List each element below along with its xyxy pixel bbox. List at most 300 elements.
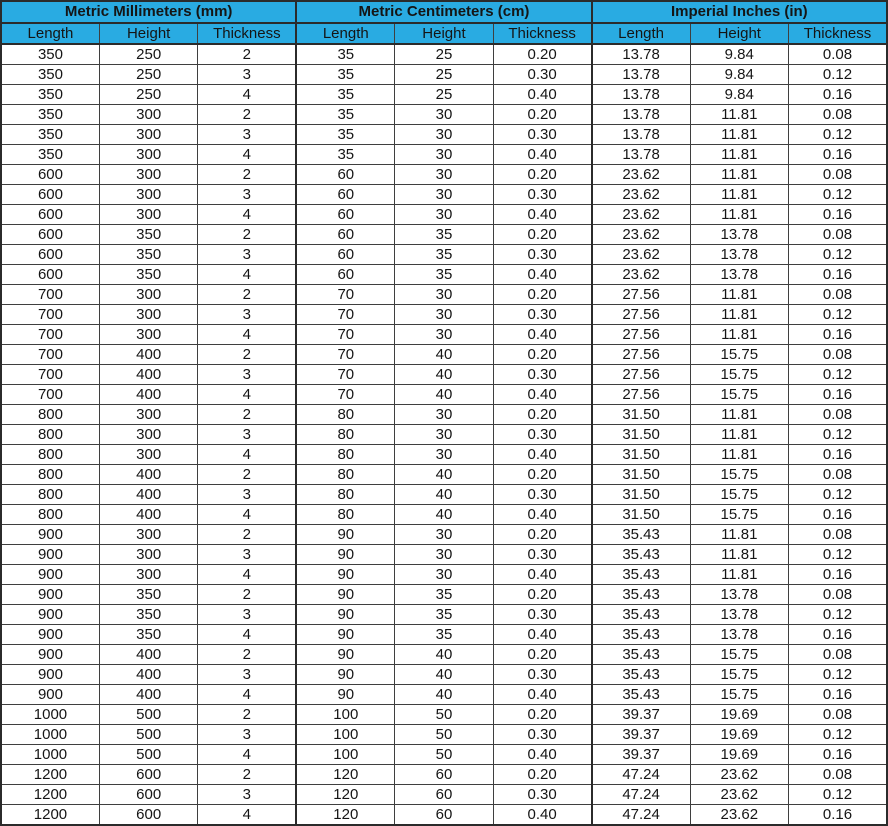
table-cell: 30 <box>395 205 493 225</box>
table-cell: 120 <box>296 765 394 785</box>
table-cell: 40 <box>395 485 493 505</box>
table-cell: 50 <box>395 725 493 745</box>
table-cell: 400 <box>99 685 197 705</box>
table-row <box>1 465 887 485</box>
table-cell: 4 <box>198 265 296 285</box>
table-cell: 11.81 <box>690 405 788 425</box>
table-cell: 13.78 <box>592 44 690 65</box>
table-cell: 35 <box>395 605 493 625</box>
table-cell: 0.40 <box>493 625 591 645</box>
table-row <box>1 425 887 445</box>
table-cell: 9.84 <box>690 65 788 85</box>
table-cell: 15.75 <box>690 665 788 685</box>
table-cell: 13.78 <box>690 585 788 605</box>
table-row <box>1 665 887 685</box>
table-cell: 30 <box>395 165 493 185</box>
table-cell: 900 <box>1 545 99 565</box>
table-cell: 11.81 <box>690 205 788 225</box>
table-cell: 0.30 <box>493 365 591 385</box>
table-row <box>1 385 887 405</box>
table-cell: 4 <box>198 145 296 165</box>
table-cell: 60 <box>296 165 394 185</box>
table-cell: 90 <box>296 525 394 545</box>
table-cell: 900 <box>1 625 99 645</box>
table-cell: 1000 <box>1 705 99 725</box>
table-cell: 31.50 <box>592 505 690 525</box>
table-row <box>1 65 887 85</box>
table-cell: 350 <box>99 265 197 285</box>
table-cell: 60 <box>296 265 394 285</box>
table-cell: 35.43 <box>592 565 690 585</box>
column-header-mm-thickness: Thickness <box>198 23 296 44</box>
table-cell: 40 <box>395 465 493 485</box>
table-cell: 0.30 <box>493 605 591 625</box>
table-cell: 60 <box>296 225 394 245</box>
table-cell: 47.24 <box>592 765 690 785</box>
table-row <box>1 445 887 465</box>
table-row <box>1 805 887 826</box>
table-cell: 70 <box>296 305 394 325</box>
table-cell: 0.30 <box>493 185 591 205</box>
table-cell: 35.43 <box>592 605 690 625</box>
table-cell: 3 <box>198 305 296 325</box>
table-cell: 3 <box>198 785 296 805</box>
table-cell: 0.20 <box>493 105 591 125</box>
table-cell: 0.30 <box>493 725 591 745</box>
table-cell: 1200 <box>1 765 99 785</box>
table-cell: 0.12 <box>789 125 888 145</box>
table-cell: 80 <box>296 405 394 425</box>
table-cell: 13.78 <box>592 65 690 85</box>
table-row <box>1 165 887 185</box>
table-cell: 30 <box>395 125 493 145</box>
table-cell: 700 <box>1 285 99 305</box>
table-cell: 0.30 <box>493 785 591 805</box>
table-cell: 800 <box>1 405 99 425</box>
table-cell: 900 <box>1 585 99 605</box>
table-cell: 11.81 <box>690 185 788 205</box>
table-cell: 0.40 <box>493 505 591 525</box>
table-cell: 4 <box>198 805 296 826</box>
table-row <box>1 225 887 245</box>
table-cell: 2 <box>198 465 296 485</box>
table-cell: 11.81 <box>690 565 788 585</box>
table-cell: 350 <box>1 125 99 145</box>
table-row <box>1 785 887 805</box>
table-cell: 0.16 <box>789 505 888 525</box>
table-cell: 30 <box>395 445 493 465</box>
table-cell: 0.40 <box>493 805 591 826</box>
group-title-row <box>1 1 887 23</box>
table-cell: 0.40 <box>493 145 591 165</box>
table-cell: 3 <box>198 485 296 505</box>
table-cell: 350 <box>99 605 197 625</box>
table-cell: 13.78 <box>690 225 788 245</box>
table-cell: 31.50 <box>592 465 690 485</box>
table-cell: 0.30 <box>493 545 591 565</box>
table-row <box>1 405 887 425</box>
group-title-metric-cm: Metric Centimeters (cm) <box>296 1 591 23</box>
table-cell: 11.81 <box>690 525 788 545</box>
table-cell: 2 <box>198 645 296 665</box>
table-cell: 500 <box>99 745 197 765</box>
table-row <box>1 485 887 505</box>
table-row <box>1 605 887 625</box>
table-cell: 300 <box>99 125 197 145</box>
table-cell: 2 <box>198 105 296 125</box>
table-cell: 900 <box>1 685 99 705</box>
table-row <box>1 625 887 645</box>
table-cell: 11.81 <box>690 305 788 325</box>
table-cell: 600 <box>1 185 99 205</box>
table-cell: 400 <box>99 485 197 505</box>
table-cell: 2 <box>198 44 296 65</box>
table-cell: 2 <box>198 225 296 245</box>
table-cell: 11.81 <box>690 445 788 465</box>
table-cell: 400 <box>99 385 197 405</box>
table-cell: 30 <box>395 105 493 125</box>
table-cell: 35 <box>395 245 493 265</box>
table-cell: 50 <box>395 705 493 725</box>
table-cell: 350 <box>1 44 99 65</box>
table-cell: 0.16 <box>789 325 888 345</box>
column-header-mm-height: Height <box>99 23 197 44</box>
table-row <box>1 565 887 585</box>
table-cell: 350 <box>1 145 99 165</box>
table-cell: 3 <box>198 605 296 625</box>
table-cell: 4 <box>198 385 296 405</box>
table-cell: 300 <box>99 145 197 165</box>
table-cell: 250 <box>99 44 197 65</box>
table-cell: 11.81 <box>690 125 788 145</box>
table-cell: 35.43 <box>592 525 690 545</box>
table-cell: 80 <box>296 425 394 445</box>
table-cell: 9.84 <box>690 44 788 65</box>
table-cell: 800 <box>1 505 99 525</box>
table-cell: 30 <box>395 565 493 585</box>
table-row <box>1 105 887 125</box>
table-row <box>1 44 887 65</box>
table-cell: 60 <box>395 785 493 805</box>
table-cell: 300 <box>99 525 197 545</box>
table-cell: 25 <box>395 65 493 85</box>
table-cell: 90 <box>296 685 394 705</box>
table-row <box>1 525 887 545</box>
table-cell: 3 <box>198 725 296 745</box>
column-header-cm-height: Height <box>395 23 493 44</box>
table-cell: 0.08 <box>789 585 888 605</box>
table-row <box>1 185 887 205</box>
table-cell: 0.20 <box>493 705 591 725</box>
table-cell: 0.08 <box>789 44 888 65</box>
table-cell: 700 <box>1 305 99 325</box>
column-header-mm-length: Length <box>1 23 99 44</box>
table-cell: 15.75 <box>690 645 788 665</box>
table-cell: 2 <box>198 345 296 365</box>
table-cell: 0.20 <box>493 225 591 245</box>
table-cell: 70 <box>296 385 394 405</box>
table-cell: 350 <box>1 105 99 125</box>
table-cell: 300 <box>99 185 197 205</box>
table-cell: 0.30 <box>493 485 591 505</box>
table-cell: 30 <box>395 405 493 425</box>
table-cell: 600 <box>1 265 99 285</box>
table-cell: 4 <box>198 325 296 345</box>
table-cell: 900 <box>1 565 99 585</box>
table-cell: 3 <box>198 245 296 265</box>
table-cell: 2 <box>198 285 296 305</box>
table-body <box>1 44 887 825</box>
table-cell: 0.12 <box>789 665 888 685</box>
table-cell: 39.37 <box>592 745 690 765</box>
table-cell: 0.30 <box>493 425 591 445</box>
column-header-cm-length: Length <box>296 23 394 44</box>
table-cell: 2 <box>198 165 296 185</box>
table-cell: 0.16 <box>789 265 888 285</box>
table-cell: 31.50 <box>592 405 690 425</box>
table-cell: 31.50 <box>592 425 690 445</box>
table-cell: 0.30 <box>493 125 591 145</box>
table-cell: 0.16 <box>789 625 888 645</box>
table-cell: 60 <box>296 245 394 265</box>
table-cell: 35.43 <box>592 685 690 705</box>
table-cell: 300 <box>99 425 197 445</box>
table-cell: 3 <box>198 665 296 685</box>
table-cell: 0.12 <box>789 65 888 85</box>
table-cell: 11.81 <box>690 105 788 125</box>
table-cell: 40 <box>395 345 493 365</box>
table-cell: 100 <box>296 725 394 745</box>
table-row <box>1 685 887 705</box>
table-cell: 11.81 <box>690 165 788 185</box>
table-cell: 600 <box>99 805 197 826</box>
table-cell: 4 <box>198 565 296 585</box>
table-cell: 0.40 <box>493 265 591 285</box>
table-cell: 400 <box>99 505 197 525</box>
table-cell: 80 <box>296 465 394 485</box>
table-cell: 0.30 <box>493 65 591 85</box>
table-cell: 0.20 <box>493 285 591 305</box>
table-cell: 13.78 <box>690 245 788 265</box>
table-row <box>1 365 887 385</box>
table-cell: 35 <box>296 105 394 125</box>
table-cell: 0.08 <box>789 465 888 485</box>
table-cell: 350 <box>99 625 197 645</box>
table-cell: 35.43 <box>592 625 690 645</box>
table-cell: 39.37 <box>592 705 690 725</box>
table-cell: 4 <box>198 205 296 225</box>
table-cell: 400 <box>99 365 197 385</box>
table-row <box>1 545 887 565</box>
table-cell: 0.08 <box>789 165 888 185</box>
table-cell: 30 <box>395 525 493 545</box>
table-cell: 800 <box>1 425 99 445</box>
table-cell: 350 <box>1 65 99 85</box>
table-cell: 25 <box>395 44 493 65</box>
table-cell: 35.43 <box>592 545 690 565</box>
table-cell: 60 <box>395 805 493 826</box>
table-cell: 700 <box>1 345 99 365</box>
table-cell: 300 <box>99 405 197 425</box>
table-cell: 250 <box>99 85 197 105</box>
table-cell: 0.12 <box>789 305 888 325</box>
table-cell: 60 <box>395 765 493 785</box>
table-cell: 40 <box>395 645 493 665</box>
table-cell: 0.20 <box>493 345 591 365</box>
table-cell: 11.81 <box>690 285 788 305</box>
table-cell: 300 <box>99 565 197 585</box>
table-cell: 9.84 <box>690 85 788 105</box>
table-cell: 0.20 <box>493 165 591 185</box>
table-row <box>1 345 887 365</box>
table-cell: 3 <box>198 65 296 85</box>
table-cell: 47.24 <box>592 805 690 826</box>
table-cell: 15.75 <box>690 485 788 505</box>
table-cell: 0.12 <box>789 485 888 505</box>
table-cell: 0.40 <box>493 445 591 465</box>
column-header-cm-thickness: Thickness <box>493 23 591 44</box>
table-cell: 250 <box>99 65 197 85</box>
table-cell: 300 <box>99 305 197 325</box>
table-cell: 15.75 <box>690 465 788 485</box>
group-title-imperial-in: Imperial Inches (in) <box>592 1 887 23</box>
table-cell: 900 <box>1 605 99 625</box>
table-cell: 30 <box>395 145 493 165</box>
table-cell: 35 <box>296 145 394 165</box>
table-cell: 80 <box>296 445 394 465</box>
table-cell: 3 <box>198 125 296 145</box>
table-cell: 39.37 <box>592 725 690 745</box>
table-cell: 400 <box>99 665 197 685</box>
table-cell: 15.75 <box>690 505 788 525</box>
table-cell: 35 <box>395 625 493 645</box>
table-cell: 11.81 <box>690 545 788 565</box>
table-cell: 0.12 <box>789 245 888 265</box>
table-cell: 30 <box>395 325 493 345</box>
table-cell: 0.40 <box>493 85 591 105</box>
table-cell: 300 <box>99 445 197 465</box>
column-header-row <box>1 23 887 44</box>
table-cell: 900 <box>1 665 99 685</box>
table-cell: 1200 <box>1 805 99 826</box>
table-row <box>1 145 887 165</box>
table-cell: 350 <box>99 585 197 605</box>
table-cell: 0.12 <box>789 785 888 805</box>
table-cell: 0.16 <box>789 745 888 765</box>
table-cell: 600 <box>1 225 99 245</box>
table-cell: 27.56 <box>592 385 690 405</box>
table-cell: 30 <box>395 545 493 565</box>
table-cell: 15.75 <box>690 365 788 385</box>
table-cell: 27.56 <box>592 325 690 345</box>
table-cell: 4 <box>198 745 296 765</box>
table-cell: 0.40 <box>493 685 591 705</box>
table-cell: 3 <box>198 425 296 445</box>
table-cell: 70 <box>296 325 394 345</box>
table-cell: 4 <box>198 685 296 705</box>
table-cell: 13.78 <box>592 125 690 145</box>
table-cell: 600 <box>1 205 99 225</box>
table-cell: 0.16 <box>789 145 888 165</box>
table-cell: 0.40 <box>493 205 591 225</box>
table-cell: 0.16 <box>789 205 888 225</box>
table-cell: 30 <box>395 305 493 325</box>
table-cell: 15.75 <box>690 685 788 705</box>
table-cell: 13.78 <box>690 265 788 285</box>
table-cell: 300 <box>99 285 197 305</box>
table-cell: 40 <box>395 665 493 685</box>
table-cell: 700 <box>1 385 99 405</box>
table-cell: 27.56 <box>592 285 690 305</box>
table-cell: 0.40 <box>493 745 591 765</box>
table-cell: 23.62 <box>592 165 690 185</box>
table-cell: 0.08 <box>789 105 888 125</box>
table-cell: 27.56 <box>592 345 690 365</box>
table-cell: 0.20 <box>493 44 591 65</box>
table-cell: 35 <box>395 585 493 605</box>
table-cell: 0.16 <box>789 445 888 465</box>
table-row <box>1 85 887 105</box>
table-cell: 27.56 <box>592 305 690 325</box>
table-row <box>1 265 887 285</box>
table-row <box>1 745 887 765</box>
table-cell: 80 <box>296 485 394 505</box>
table-cell: 500 <box>99 705 197 725</box>
table-row <box>1 725 887 745</box>
table-cell: 35.43 <box>592 645 690 665</box>
table-cell: 0.16 <box>789 685 888 705</box>
table-cell: 3 <box>198 365 296 385</box>
table-cell: 0.30 <box>493 305 591 325</box>
table-cell: 90 <box>296 605 394 625</box>
table-cell: 90 <box>296 645 394 665</box>
table-row <box>1 765 887 785</box>
table-cell: 300 <box>99 325 197 345</box>
table-cell: 23.62 <box>690 765 788 785</box>
table-cell: 11.81 <box>690 325 788 345</box>
table-cell: 400 <box>99 345 197 365</box>
table-cell: 0.30 <box>493 665 591 685</box>
table-cell: 350 <box>99 245 197 265</box>
table-cell: 90 <box>296 545 394 565</box>
table-cell: 60 <box>296 205 394 225</box>
table-cell: 900 <box>1 525 99 545</box>
table-cell: 0.08 <box>789 705 888 725</box>
table-cell: 35 <box>296 125 394 145</box>
table-cell: 19.69 <box>690 705 788 725</box>
table-cell: 13.78 <box>690 605 788 625</box>
table-cell: 900 <box>1 645 99 665</box>
table-cell: 4 <box>198 505 296 525</box>
column-header-in-thickness: Thickness <box>789 23 888 44</box>
table-cell: 40 <box>395 385 493 405</box>
table-cell: 13.78 <box>690 625 788 645</box>
table-cell: 350 <box>99 225 197 245</box>
table-cell: 120 <box>296 785 394 805</box>
table-cell: 0.16 <box>789 805 888 826</box>
table-cell: 400 <box>99 645 197 665</box>
table-cell: 35.43 <box>592 585 690 605</box>
table-cell: 30 <box>395 425 493 445</box>
table-cell: 2 <box>198 765 296 785</box>
table-cell: 23.62 <box>592 245 690 265</box>
table-cell: 0.40 <box>493 565 591 585</box>
table-cell: 2 <box>198 405 296 425</box>
table-cell: 4 <box>198 85 296 105</box>
table-cell: 1200 <box>1 785 99 805</box>
table-cell: 400 <box>99 465 197 485</box>
table-row <box>1 285 887 305</box>
